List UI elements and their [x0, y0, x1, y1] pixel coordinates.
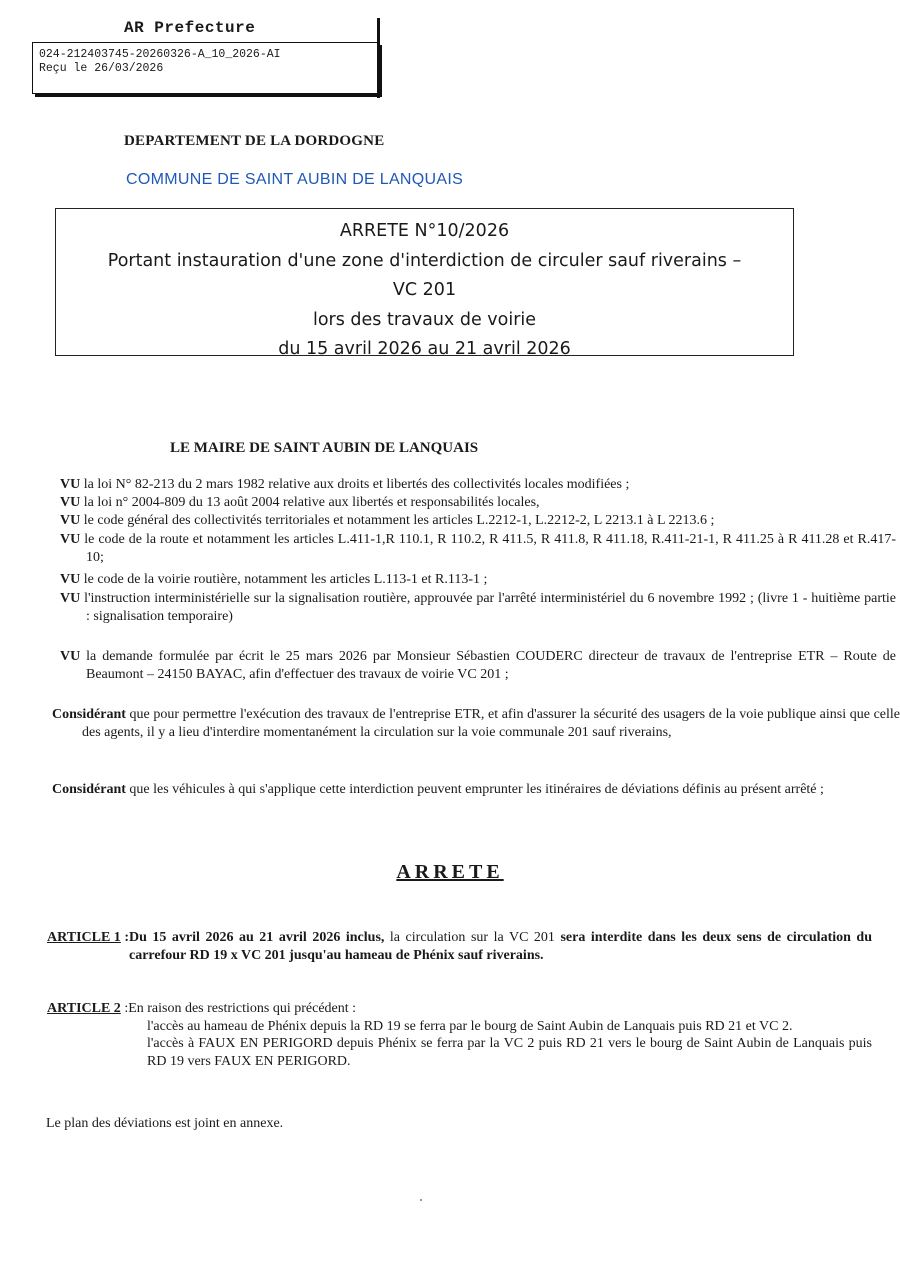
- article-2: ARTICLE 2 : En raison des restrictions qui précédent : l'accès au hameau de Phénix depuis la RD 19 se ferra par le bourg de Saint Aubin de Lanquais puis RD 21 et VC 2. l'accès à FAUX EN PERIGORD depuis Phénix se ferra par la VC 2 puis RD 21 vers le bourg de Saint Aubin de Lanquais puis RD 19 vers FAUX EN PERIGORD.: [47, 1001, 872, 1069]
- prefecture-stamp: [32, 42, 379, 94]
- article-1-road: la circulation sur la VC 201: [384, 930, 561, 945]
- article-2-route-2: l'accès à FAUX EN PERIGORD depuis Phénix se ferra par la VC 2 puis RD 21 vers le bourg de Saint Aubin de Lanquais puis RD 19 vers FAUX EN PERIGORD.: [147, 1036, 872, 1069]
- stamp-reference: 024-212403745-20260326-A_10_2026-AI: [39, 48, 281, 61]
- considerant-item: Considérant que les véhicules à qui s'applique cette interdiction peuvent emprunter les itinéraires de déviations définis au présent arrêté ;: [52, 782, 824, 797]
- vu-item: VU la demande formulée par écrit le 25 mars 2026 par Monsieur Sébastien COUDERC directeur de travaux de l'entreprise ETR – Route de Beaumont – 24150 BAYAC, afin d'effectuer des travaux de voirie VC 201 ;: [60, 649, 896, 682]
- article-2-route-1: l'accès au hameau de Phénix depuis la RD 19 se ferra par le bourg de Saint Aubin de Lanquais puis RD 21 et VC 2.: [147, 1018, 793, 1034]
- mayor-heading: LE MAIRE DE SAINT AUBIN DE LANQUAIS: [170, 440, 479, 456]
- annexe-note: Le plan des déviations est joint en annexe.: [46, 1116, 284, 1131]
- arrete-context: lors des travaux de voirie: [312, 309, 537, 330]
- article-1-label: ARTICLE 1: [47, 930, 121, 945]
- arrete-road: VC 201: [392, 280, 457, 300]
- article-1-rule: sera interdite dans les deux sens de circulation du carrefour RD 19 x VC 201 jusqu'au hameau de Phénix sauf riverains.: [128, 930, 873, 963]
- commune-heading: COMMUNE DE SAINT AUBIN DE LANQUAIS: [126, 171, 464, 188]
- stamp-received-date: Reçu le 26/03/2026: [39, 62, 164, 75]
- vu-item: VU la loi N° 82-213 du 2 mars 1982 relative aux droits et libertés des collectivités locales modifiées ;: [60, 477, 630, 492]
- arrete-title-box: [55, 208, 794, 359]
- department-heading: DEPARTEMENT DE LA DORDOGNE: [124, 133, 385, 149]
- stamp-title: AR Prefecture: [124, 19, 256, 37]
- arrete-dates: du 15 avril 2026 au 21 avril 2026: [278, 339, 571, 359]
- considerant-item: Considérant que pour permettre l'exécution des travaux de l'entreprise ETR, et afin d'assurer la sécurité des usagers de la voie publique ainsi que celle des agents, il y a lieu d'interdire momentanément la circulation sur la voie communale 201 sauf riverains,: [52, 707, 900, 740]
- vu-item: VU le code de la route et notamment les articles L.411-1,R 110.1, R 110.2, R 411.5, R 411.8, R 411.18, R.411-21-1, R 411.25 à R 411.28 et R.417-10;: [60, 532, 897, 565]
- vu-item: VU l'instruction interministérielle sur la signalisation routière, approuvée par l'arrêté interministériel du 6 novembre 1992 ; (livre 1 - huitième partie : signalisation temporaire): [60, 591, 896, 624]
- article-1-dates: Du 15 avril 2026 au 21 avril 2026 inclus,: [128, 930, 385, 945]
- vu-item: VU la loi n° 2004-809 du 13 août 2004 relative aux libertés et responsabilités locales,: [60, 495, 540, 510]
- article-1: ARTICLE 1 : Du 15 avril 2026 au 21 avril 2026 inclus, la circulation sur la VC 201 sera interdite dans les deux sens de circulation du carrefour RD 19 x VC 201 jusqu'au hameau de Phénix sauf riverains.: [47, 930, 873, 963]
- article-2-label: ARTICLE 2: [47, 1001, 121, 1016]
- article-2-intro: En raison des restrictions qui précédent :: [128, 1001, 357, 1016]
- arrete-heading: ARRETE: [396, 861, 504, 883]
- scan-dot: [420, 1199, 422, 1201]
- vu-item: VU le code de la voirie routière, notamment les articles L.113-1 et R.113-1 ;: [60, 572, 488, 587]
- arrete-subject: Portant instauration d'une zone d'interdiction de circuler sauf riverains –: [107, 250, 742, 271]
- arrete-number: ARRETE N°10/2026: [339, 221, 510, 241]
- vu-item: VU le code général des collectivités territoriales et notamment les articles L.2212-1, L.2212-2, L 2213.1 à L 2213.6 ;: [60, 513, 715, 528]
